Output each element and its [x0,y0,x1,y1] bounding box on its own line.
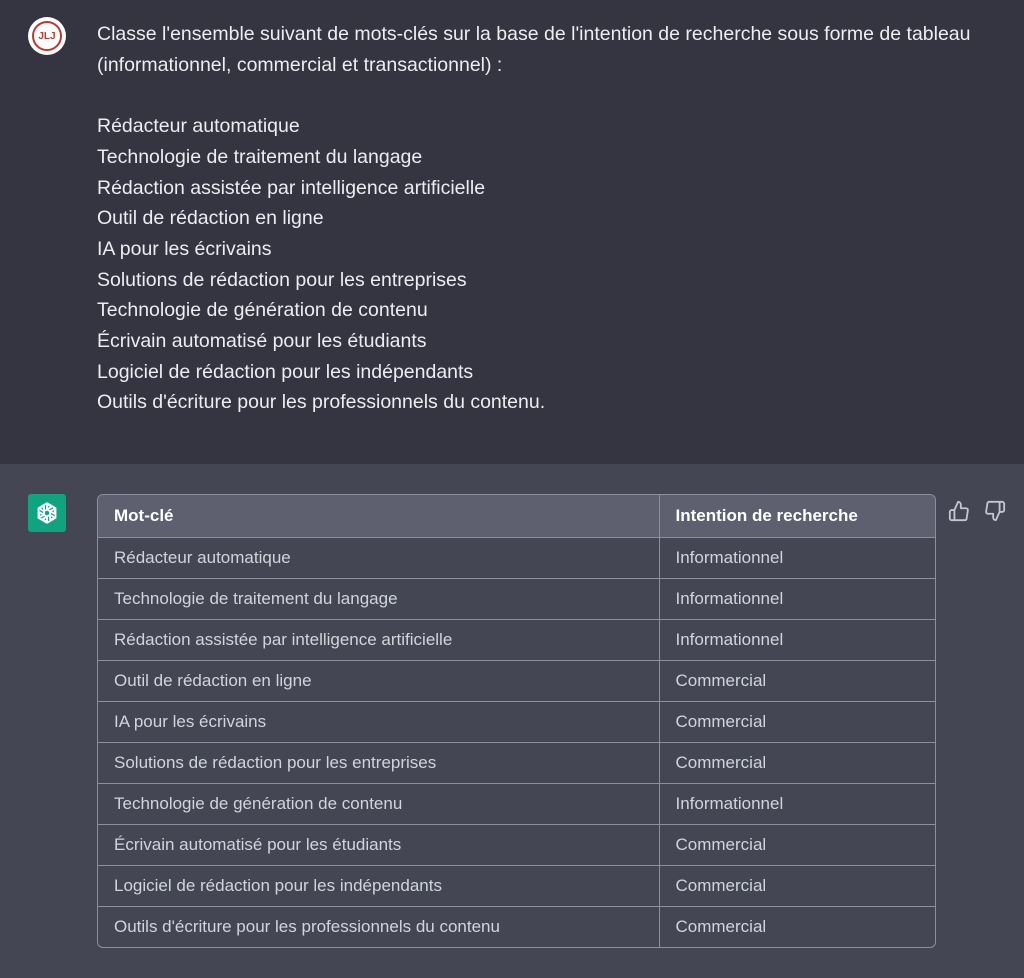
keyword-line: Outil de rédaction en ligne [97,207,324,230]
keyword-line: Rédaction assistée par intelligence artificielle [97,176,486,199]
table-row [98,783,935,824]
feedback-buttons [948,500,1006,522]
keyword-intent-table [97,494,936,948]
keyword-cell: Outil de rédaction en ligne [98,660,659,701]
table-row [98,742,935,783]
keyword-cell: Rédacteur automatique [98,537,659,578]
table-row [98,537,935,578]
keyword-cell: Technologie de génération de contenu [98,783,659,824]
thumbs-down-icon[interactable] [984,500,1006,522]
intent-cell: Informationnel [659,619,935,660]
table-row [98,865,935,906]
table-row [98,619,935,660]
intent-cell: Commercial [659,824,935,865]
keyword-cell: Solutions de rédaction pour les entreprises [98,742,659,783]
table-row [98,824,935,865]
user-message [0,0,1024,464]
intent-cell: Commercial [659,742,935,783]
keyword-line: Logiciel de rédaction pour les indépendants [97,360,474,383]
table-row [98,660,935,701]
user-message-text [97,19,977,418]
keyword-cell: Technologie de traitement du langage [98,578,659,619]
user-avatar [28,17,66,55]
keyword-cell: Écrivain automatisé pour les étudiants [98,824,659,865]
table-row [98,701,935,742]
prompt-intro: Classe l'ensemble suivant de mots-clés sur la base de l'intention de recherche sous forme de tableau (informationnel, commercial et transactionnel) : [97,23,971,76]
intent-cell: Commercial [659,701,935,742]
intent-cell: Informationnel [659,783,935,824]
assistant-message [0,464,1024,978]
column-header-keyword: Mot-clé [98,495,659,537]
keyword-line: Outils d'écriture pour les professionnels du contenu. [97,391,546,414]
assistant-avatar [28,494,66,532]
intent-cell: Commercial [659,660,935,701]
keyword-cell: Logiciel de rédaction pour les indépendants [98,865,659,906]
keyword-line: Rédacteur automatique [97,115,300,138]
user-avatar-logo: JLJ [32,21,62,51]
thumbs-up-icon[interactable] [948,500,970,522]
openai-logo-icon [33,499,61,527]
keyword-line: IA pour les écrivains [97,237,272,260]
keyword-line: Technologie de génération de contenu [97,299,428,322]
keyword-cell: Outils d'écriture pour les professionnels du contenu [98,906,659,947]
intent-cell: Informationnel [659,578,935,619]
intent-cell: Commercial [659,865,935,906]
table-header-row [98,495,935,537]
intent-cell: Informationnel [659,537,935,578]
keyword-line: Écrivain automatisé pour les étudiants [97,330,427,353]
table-row [98,578,935,619]
keyword-cell: Rédaction assistée par intelligence artificielle [98,619,659,660]
keyword-line: Technologie de traitement du langage [97,145,423,168]
column-header-intent: Intention de recherche [659,495,935,537]
intent-cell: Commercial [675,916,767,936]
keyword-cell: IA pour les écrivains [98,701,659,742]
table-row [98,906,935,947]
keyword-line: Solutions de rédaction pour les entreprises [97,268,467,291]
